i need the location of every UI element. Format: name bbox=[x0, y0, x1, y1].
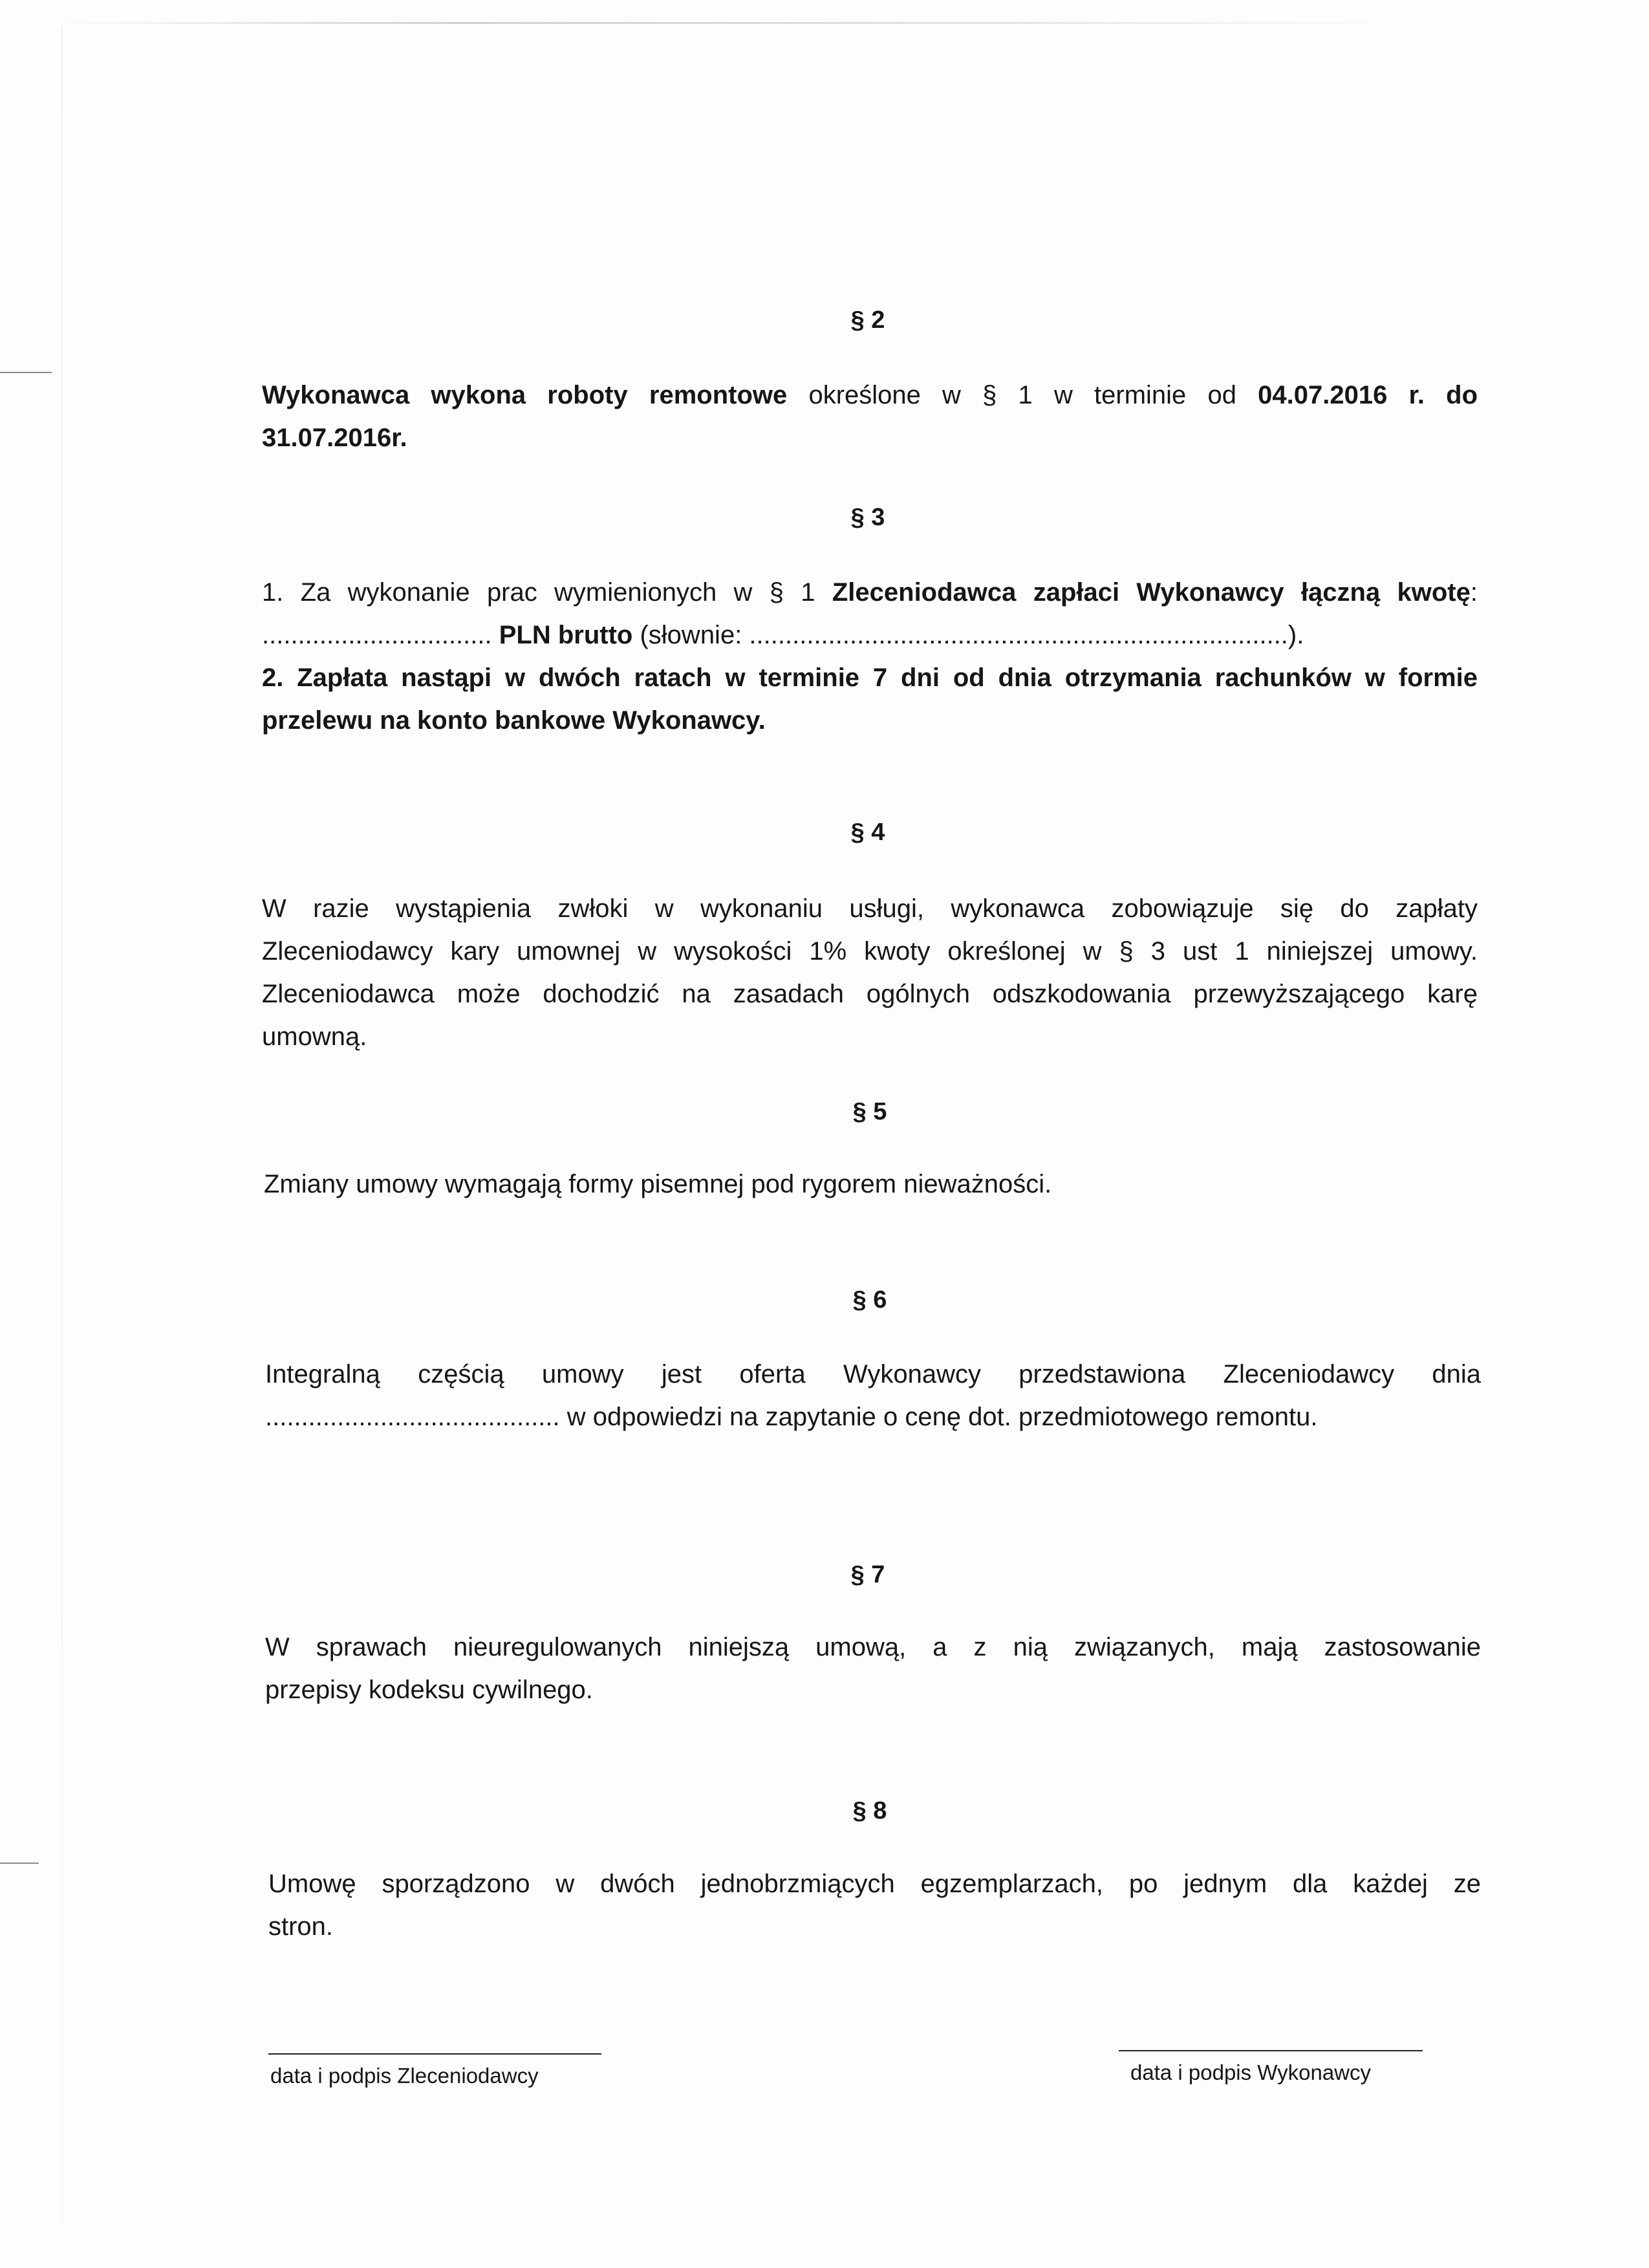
section-5-heading: § 5 bbox=[852, 1098, 887, 1125]
section-4-line-1: W razie wystąpienia zwłoki w wykonaniu usługi, wykonawca zobowiązuje się do zapłaty bbox=[262, 894, 1478, 923]
section-4-line-4: umowną. bbox=[262, 1022, 367, 1051]
hole-punch-mark bbox=[0, 372, 52, 373]
section-5-paragraph bbox=[264, 1163, 1480, 1205]
signature-caption-right: data i podpis Wykonawcy bbox=[1130, 2060, 1372, 2084]
section-8-line-1: Umowę sporządzono w dwóch jednobrzmiących egzemplarzach, po jednym dla każdej ze bbox=[268, 1870, 1481, 1898]
section-6-paragraph bbox=[265, 1353, 1481, 1438]
section-6-line-1: Integralną częścią umowy jest oferta Wykonawcy przedstawiona Zleceniodawcy dnia bbox=[265, 1360, 1481, 1388]
section-7-heading: § 7 bbox=[850, 1561, 885, 1588]
section-4-line-3: Zleceniodawca może dochodzić na zasadach ogólnych odszkodowania przewyższającego karę bbox=[262, 980, 1478, 1008]
signature-line-right bbox=[1119, 2050, 1423, 2051]
section-8-heading: § 8 bbox=[852, 1797, 887, 1824]
section-3-item-1-line-1: 1. Za wykonanie prac wymienionych w § 1 Zleceniodawca zapłaci Wykonawcy łączną kwotę: bbox=[262, 578, 1478, 607]
section-8-line-2: stron. bbox=[268, 1912, 334, 1941]
section-4-heading: § 4 bbox=[850, 819, 885, 846]
scan-edge-left bbox=[61, 26, 63, 2225]
section-7-paragraph bbox=[265, 1626, 1481, 1711]
section-7-line-1: W sprawach nieuregulowanych niniejszą umową, a z nią związanych, mają zastosowanie bbox=[265, 1633, 1481, 1661]
signature-line-left bbox=[268, 2053, 601, 2055]
section-4-paragraph bbox=[262, 887, 1478, 1058]
section-4-line-2: Zleceniodawcy kary umownej w wysokości 1% kwoty określonej w § 3 ust 1 niniejszej umowy. bbox=[262, 937, 1478, 966]
section-3-paragraph bbox=[262, 571, 1478, 742]
section-3-item-2-line-1: 2. Zapłata nastąpi w dwóch ratach w terminie 7 dni od dnia otrzymania rachunków w formie bbox=[262, 664, 1478, 692]
section-3-item-2-line-2: przelewu na konto bankowe Wykonawcy. bbox=[262, 706, 766, 735]
section-7-line-2: przepisy kodeksu cywilnego. bbox=[265, 1676, 593, 1704]
section-2-paragraph bbox=[262, 374, 1478, 459]
section-5-line-1: Zmiany umowy wymagają formy pisemnej pod rygorem nieważności. bbox=[264, 1170, 1052, 1198]
section-2-line-2: 31.07.2016r. bbox=[262, 424, 407, 452]
signature-caption-left: data i podpis Zleceniodawcy bbox=[270, 2064, 539, 2088]
section-2-line-1: Wykonawca wykona roboty remontowe określone w § 1 w terminie od 04.07.2016 r. do bbox=[262, 381, 1478, 409]
section-8-paragraph bbox=[268, 1863, 1481, 1948]
scan-edge-top bbox=[52, 22, 1410, 24]
section-3-item-1-line-2: ................................ PLN brutto (słownie: ...........................................................................). bbox=[262, 621, 1304, 649]
section-2-heading: § 2 bbox=[850, 307, 885, 334]
section-6-line-2: ......................................... w odpowiedzi na zapytanie o cenę dot. przedmiotowego remontu. bbox=[265, 1403, 1318, 1431]
section-6-heading: § 6 bbox=[852, 1286, 887, 1313]
hole-punch-mark bbox=[0, 1863, 39, 1864]
section-3-heading: § 3 bbox=[850, 504, 885, 531]
